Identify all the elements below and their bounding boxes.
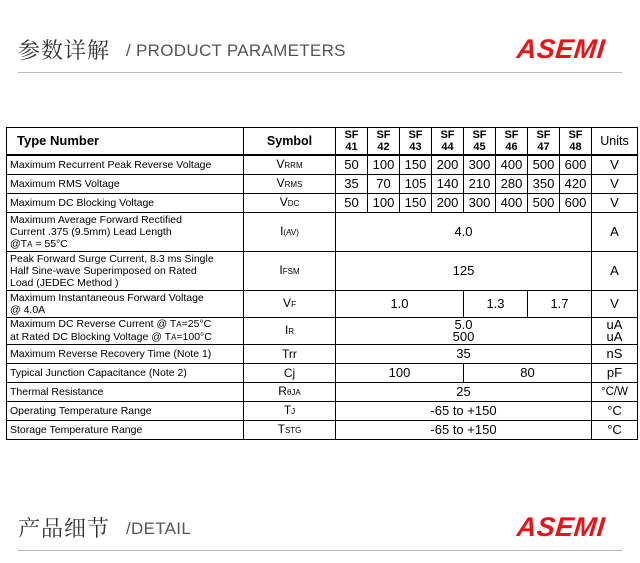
value-cell: 35 xyxy=(336,175,368,194)
table-row xyxy=(7,421,638,440)
table-row xyxy=(7,364,638,383)
unit-cell: V xyxy=(592,175,638,194)
value-cell: 105 xyxy=(400,175,432,194)
symbol-cell: VDC xyxy=(244,194,336,213)
unit-cell: V xyxy=(592,194,638,213)
parameter-table xyxy=(6,127,638,440)
param-label: Operating Temperature Range xyxy=(7,402,244,421)
param-label: Peak Forward Surge Current, 8.3 ms Single Half Sine-wave Superimposed on Rated Load (JEDEC Method ) xyxy=(7,252,244,291)
value-cell: 125 xyxy=(336,252,592,291)
asemi-logo: ASEMI xyxy=(515,512,607,542)
value-cell: 35 xyxy=(336,345,592,364)
symbol-cell: I(AV) xyxy=(244,213,336,252)
section-header-parameters xyxy=(0,22,640,82)
table-row xyxy=(7,252,638,291)
symbol-header: Symbol xyxy=(244,128,336,156)
value-cell: 300 xyxy=(464,194,496,213)
value-cell: 4.0 xyxy=(336,213,592,252)
symbol-cell: VRRM xyxy=(244,155,336,175)
param-label: Thermal Resistance xyxy=(7,383,244,402)
table-row xyxy=(7,194,638,213)
symbol-cell: IFSM xyxy=(244,252,336,291)
value-cell: 500 xyxy=(528,155,560,175)
symbol-cell: IR xyxy=(244,318,336,345)
value-cell: 150 xyxy=(400,194,432,213)
value-cell: 400 xyxy=(496,194,528,213)
value-cell: 400 xyxy=(496,155,528,175)
value-cell: 210 xyxy=(464,175,496,194)
param-label: Maximum Recurrent Peak Reverse Voltage xyxy=(7,155,244,175)
table-row xyxy=(7,291,638,318)
param-label: Maximum DC Reverse Current @ TA=25°C at Rated DC Blocking Voltage @ TA=100°C xyxy=(7,318,244,345)
value-cell: 100 xyxy=(368,194,400,213)
table-row xyxy=(7,213,638,252)
value-cell: -65 to +150 xyxy=(336,402,592,421)
param-label: Maximum RMS Voltage xyxy=(7,175,244,194)
table-row xyxy=(7,175,638,194)
value-cell: 600 xyxy=(560,194,592,213)
value-cell: 150 xyxy=(400,155,432,175)
table-row xyxy=(7,345,638,364)
symbol-cell: Cj xyxy=(244,364,336,383)
table-row xyxy=(7,318,638,345)
unit-cell: A xyxy=(592,252,638,291)
value-cell: 70 xyxy=(368,175,400,194)
part-header: SF 41 xyxy=(336,128,368,156)
value-cell: 100 xyxy=(336,364,464,383)
unit-cell: V xyxy=(592,155,638,175)
unit-cell: V xyxy=(592,291,638,318)
value-cell: 600 xyxy=(560,155,592,175)
table-row xyxy=(7,383,638,402)
unit-cell: A xyxy=(592,213,638,252)
value-cell: 500 xyxy=(528,194,560,213)
part-header: SF 43 xyxy=(400,128,432,156)
param-label: Maximum Average Forward Rectified Current .375 (9.5mm) Lead Length @TA = 55°C xyxy=(7,213,244,252)
unit-cell: °C xyxy=(592,421,638,440)
type-number-header: Type Number xyxy=(7,128,244,156)
section-title-zh: 产品细节 xyxy=(18,517,111,542)
value-cell: 1.0 xyxy=(336,291,464,318)
section-divider xyxy=(18,550,622,551)
value-cell: 200 xyxy=(432,194,464,213)
symbol-cell: TSTG xyxy=(244,421,336,440)
value-cell: 80 xyxy=(464,364,592,383)
value-cell: 1.7 xyxy=(528,291,592,318)
value-cell: 140 xyxy=(432,175,464,194)
unit-cell: °C xyxy=(592,402,638,421)
section-title-zh: 参数详解 xyxy=(18,39,111,64)
unit-cell: °C/W xyxy=(592,383,638,402)
symbol-cell: Trr xyxy=(244,345,336,364)
part-header: SF 48 xyxy=(560,128,592,156)
param-label: Maximum DC Blocking Voltage xyxy=(7,194,244,213)
param-label: Typical Junction Capacitance (Note 2) xyxy=(7,364,244,383)
unit-cell: nS xyxy=(592,345,638,364)
symbol-cell: VRMS xyxy=(244,175,336,194)
table-header-row xyxy=(7,128,638,156)
value-cell: 50 xyxy=(336,155,368,175)
section-title-en: /DETAIL xyxy=(126,519,192,538)
value-cell: 5.0 500 xyxy=(336,318,592,345)
value-cell: 25 xyxy=(336,383,592,402)
unit-cell: pF xyxy=(592,364,638,383)
symbol-cell: TJ xyxy=(244,402,336,421)
table-row xyxy=(7,155,638,175)
part-header: SF 44 xyxy=(432,128,464,156)
symbol-cell: RθJA xyxy=(244,383,336,402)
value-cell: 420 xyxy=(560,175,592,194)
symbol-cell: VF xyxy=(244,291,336,318)
value-cell: 350 xyxy=(528,175,560,194)
part-header: SF 46 xyxy=(496,128,528,156)
part-header: SF 42 xyxy=(368,128,400,156)
value-cell: 100 xyxy=(368,155,400,175)
value-cell: 50 xyxy=(336,194,368,213)
value-cell: 200 xyxy=(432,155,464,175)
part-header: SF 47 xyxy=(528,128,560,156)
section-header-detail xyxy=(0,500,640,560)
section-title-en: / PRODUCT PARAMETERS xyxy=(126,41,346,60)
value-cell: 300 xyxy=(464,155,496,175)
value-cell: 1.3 xyxy=(464,291,528,318)
section-divider xyxy=(18,72,622,73)
unit-cell: uA uA xyxy=(592,318,638,345)
part-header: SF 45 xyxy=(464,128,496,156)
units-header: Units xyxy=(592,128,638,156)
param-label: Maximum Reverse Recovery Time (Note 1) xyxy=(7,345,244,364)
value-cell: -65 to +150 xyxy=(336,421,592,440)
param-label: Storage Temperature Range xyxy=(7,421,244,440)
table-row xyxy=(7,402,638,421)
asemi-logo: ASEMI xyxy=(515,34,607,64)
param-label: Maximum Instantaneous Forward Voltage @ 4.0A xyxy=(7,291,244,318)
value-cell: 280 xyxy=(496,175,528,194)
